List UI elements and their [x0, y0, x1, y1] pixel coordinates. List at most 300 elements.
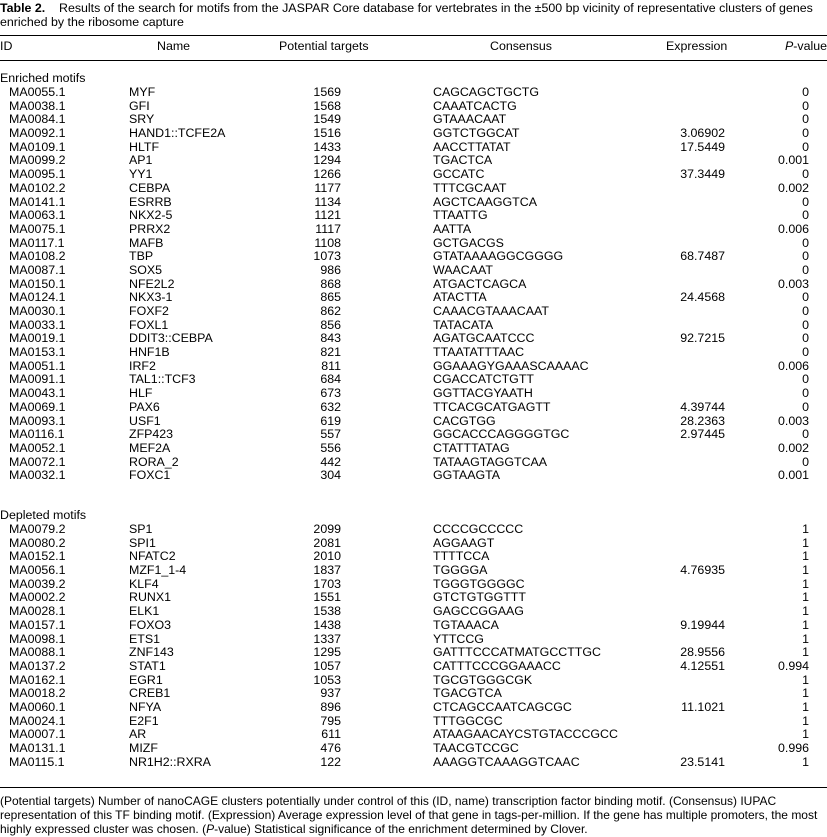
p-value-cell: 0 — [802, 427, 809, 442]
consensus-cell: CAAATCACTG — [433, 98, 517, 113]
table-row — [0, 742, 827, 756]
p-value-cell: 0.006 — [777, 221, 809, 236]
motif-id-cell: MA0108.2 — [9, 249, 66, 264]
table-row — [0, 537, 827, 551]
motif-id-cell: MA0162.1 — [9, 672, 66, 687]
p-value-cell: 0 — [802, 98, 809, 113]
motif-name-cell: MAFB — [129, 235, 164, 250]
expression-cell: 9.19944 — [680, 617, 725, 632]
motif-name-cell: NFATC2 — [129, 549, 176, 564]
motif-id-cell: MA0115.1 — [9, 754, 65, 769]
table-row — [0, 687, 827, 701]
table-row — [0, 646, 827, 660]
motif-id-cell: MA0043.1 — [9, 386, 66, 401]
motif-id-cell: MA0060.1 — [9, 699, 66, 714]
table-row — [0, 291, 827, 305]
header-targets: Potential targets — [279, 39, 369, 53]
motif-name-cell: TAL1::TCF3 — [129, 372, 196, 387]
table-row — [0, 182, 827, 196]
motif-id-cell: MA0056.1 — [9, 563, 66, 578]
table-row — [0, 127, 827, 141]
consensus-cell: CCCCGCCCCC — [433, 522, 524, 536]
potential-targets-cell: 1551 — [313, 590, 341, 605]
motif-id-cell: MA0098.1 — [9, 631, 66, 646]
foot-targets-label: (Potential targets) — [0, 794, 95, 808]
expression-cell: 4.39744 — [680, 399, 725, 414]
table-row — [0, 401, 827, 415]
expression-cell: 92.7215 — [680, 331, 725, 346]
consensus-cell: TGACTCA — [433, 153, 493, 168]
table-row — [0, 605, 827, 619]
motif-id-cell: MA0038.1 — [9, 98, 66, 113]
header-consensus: Consensus — [490, 39, 552, 53]
potential-targets-cell: 1568 — [313, 98, 341, 113]
motif-name-cell: ESRRB — [129, 194, 172, 209]
foot-pvalue-open: ( — [202, 822, 207, 836]
motif-name-cell: RUNX1 — [129, 590, 171, 605]
p-value-cell: 0 — [802, 331, 809, 346]
p-value-cell: 0 — [802, 194, 809, 209]
consensus-cell: CGACCATCTGTT — [433, 372, 534, 387]
table-row — [0, 278, 827, 292]
motif-name-cell: AR — [129, 727, 147, 742]
potential-targets-cell: 2099 — [313, 522, 341, 536]
p-value-cell: 0 — [802, 262, 809, 277]
motif-name-cell: MEF2A — [129, 440, 171, 455]
motif-id-cell: MA0033.1 — [9, 317, 66, 332]
p-value-cell: 0.003 — [777, 276, 809, 291]
consensus-cell: GGTTACGYAATH — [433, 386, 533, 401]
motif-id-cell: MA0150.1 — [9, 276, 66, 291]
potential-targets-cell: 684 — [320, 372, 341, 387]
motif-id-cell: MA0095.1 — [9, 167, 66, 182]
consensus-cell: CTATTTATAG — [433, 440, 510, 455]
p-value-cell: 0 — [802, 85, 809, 99]
p-value-cell: 1 — [802, 549, 809, 564]
p-value-cell: 0.996 — [777, 741, 809, 755]
foot-expression-label: (Expression) — [207, 808, 276, 822]
expression-cell: 4.12551 — [680, 658, 725, 673]
consensus-cell: GAGCCGGAAG — [433, 604, 524, 619]
potential-targets-cell: 1433 — [313, 139, 341, 154]
table-caption — [0, 1, 824, 29]
consensus-cell: WAACAAT — [433, 262, 493, 277]
p-value-cell: 0.003 — [777, 413, 809, 428]
p-value-cell: 0 — [802, 290, 809, 305]
table-row — [0, 250, 827, 264]
motif-name-cell: HAND1::TCFE2A — [129, 126, 226, 141]
motif-name-cell: MIZF — [129, 741, 158, 755]
motif-id-cell: MA0030.1 — [9, 304, 66, 318]
motif-name-cell: ZFP423 — [129, 427, 174, 442]
potential-targets-cell: 811 — [321, 358, 341, 373]
motif-name-cell: SP1 — [129, 522, 153, 536]
p-value-cell: 1 — [802, 686, 809, 701]
consensus-cell: TTAATTG — [433, 208, 488, 223]
p-value-cell: 0.002 — [777, 180, 809, 195]
potential-targets-cell: 1703 — [313, 576, 341, 591]
motif-name-cell: SRY — [129, 112, 155, 127]
consensus-cell: ATACTTA — [433, 290, 487, 305]
consensus-cell: TGCGTGGGCGK — [433, 672, 533, 687]
p-value-cell: 1 — [802, 727, 809, 742]
p-value-cell: 1 — [802, 604, 809, 619]
potential-targets-cell: 1295 — [313, 645, 341, 660]
table-row — [0, 550, 827, 564]
motif-name-cell: PRRX2 — [129, 221, 171, 236]
p-value-cell: 0 — [802, 372, 809, 387]
potential-targets-cell: 1569 — [313, 85, 341, 99]
expression-cell: 28.2363 — [680, 413, 725, 428]
header-id: ID — [0, 39, 13, 53]
potential-targets-cell: 856 — [320, 317, 341, 332]
potential-targets-cell: 1438 — [313, 617, 341, 632]
foot-consensus-text: IUPAC representation of this TF binding motif. — [0, 794, 777, 822]
table-row — [0, 564, 827, 578]
consensus-cell: TATACATA — [433, 317, 494, 332]
p-value-cell: 0 — [802, 235, 809, 250]
table-row — [0, 141, 827, 155]
table-footnote — [0, 794, 824, 836]
p-value-cell: 1 — [802, 699, 809, 714]
potential-targets-cell: 1549 — [313, 112, 341, 127]
p-value-cell: 1 — [802, 631, 809, 646]
motif-id-cell: MA0109.1 — [9, 139, 66, 154]
potential-targets-cell: 1294 — [313, 153, 341, 168]
consensus-cell: GGCACCCAGGGGTGC — [433, 427, 570, 442]
consensus-cell: ATGACTCAGCA — [433, 276, 527, 291]
motif-name-cell: RORA_2 — [129, 454, 179, 469]
motif-id-cell: MA0018.2 — [9, 686, 66, 701]
expression-cell: 17.5449 — [680, 139, 725, 154]
potential-targets-cell: 1516 — [313, 126, 341, 141]
consensus-cell: TTTCGCAAT — [433, 180, 507, 195]
motif-name-cell: SPI1 — [129, 535, 156, 550]
potential-targets-cell: 557 — [320, 427, 341, 442]
p-value-cell: 0 — [802, 208, 809, 223]
expression-cell: 37.3449 — [680, 167, 725, 182]
expression-cell: 28.9556 — [680, 645, 725, 660]
header-pvalue: P-value — [784, 39, 827, 53]
potential-targets-cell: 896 — [320, 699, 341, 714]
motif-name-cell: STAT1 — [129, 658, 166, 673]
table-row — [0, 674, 827, 688]
consensus-cell: GCTGACGS — [433, 235, 504, 250]
motif-name-cell: NKX2-5 — [129, 208, 173, 223]
motif-id-cell: MA0032.1 — [9, 468, 66, 483]
table-row — [0, 578, 827, 592]
potential-targets-cell: 304 — [320, 468, 341, 483]
consensus-cell: CAAACGTAAACAAT — [433, 304, 549, 318]
motif-id-cell: MA0007.1 — [9, 727, 66, 742]
p-value-cell: 0.006 — [777, 358, 809, 373]
p-value-cell: 1 — [802, 590, 809, 605]
consensus-cell: AGGAAGT — [433, 535, 495, 550]
foot-pvalue-italic: P — [206, 822, 215, 836]
motif-id-cell: MA0153.1 — [9, 345, 66, 360]
motif-name-cell: HLTF — [129, 139, 160, 154]
motif-name-cell: MYF — [129, 85, 156, 99]
motif-name-cell: DDIT3::CEBPA — [129, 331, 213, 346]
p-value-cell: 0 — [802, 139, 809, 154]
consensus-cell: CATTTCCCGGAAACC — [433, 658, 561, 673]
motif-id-cell: MA0051.1 — [9, 358, 66, 373]
consensus-cell: GGAAAGYGAAASCAAAAC — [433, 358, 589, 373]
table-row — [0, 701, 827, 715]
table-row — [0, 264, 827, 278]
p-value-cell: 0 — [802, 112, 809, 127]
motif-id-cell: MA0092.1 — [9, 126, 66, 141]
potential-targets-cell: 1108 — [314, 235, 341, 250]
motif-id-cell: MA0099.2 — [9, 153, 66, 168]
motif-name-cell: MZF1_1-4 — [129, 563, 187, 578]
motif-name-cell: NKX3-1 — [129, 290, 173, 305]
table-row — [0, 442, 827, 456]
motif-name-cell: AP1 — [129, 153, 153, 168]
consensus-cell: AGCTCAAGGTCA — [433, 194, 537, 209]
p-value-cell: 0 — [802, 454, 809, 469]
table-row — [0, 86, 827, 100]
motif-name-cell: E2F1 — [129, 713, 159, 728]
table-row — [0, 469, 827, 483]
table-row — [0, 305, 827, 319]
p-value-cell: 0 — [802, 399, 809, 414]
motif-name-cell: USF1 — [129, 413, 161, 428]
expression-cell: 24.4568 — [680, 290, 725, 305]
potential-targets-cell: 1053 — [313, 672, 341, 687]
motif-id-cell: MA0117.1 — [9, 235, 65, 250]
motif-name-cell: CEBPA — [129, 180, 171, 195]
motif-id-cell: MA0072.1 — [9, 454, 66, 469]
motif-name-cell: NR1H2::RXRA — [129, 754, 211, 769]
table-row — [0, 728, 827, 742]
table-row — [0, 223, 827, 237]
motif-id-cell: MA0075.1 — [9, 221, 66, 236]
p-value-cell: 0.994 — [777, 658, 809, 673]
motif-name-cell: ZNF143 — [129, 645, 174, 660]
potential-targets-cell: 611 — [321, 727, 341, 742]
table-row — [0, 154, 827, 168]
potential-targets-cell: 937 — [320, 686, 341, 701]
consensus-cell: AACCTTATAT — [433, 139, 511, 154]
p-value-cell: 1 — [802, 672, 809, 687]
consensus-cell: TGTAAACA — [433, 617, 499, 632]
expression-cell: 4.76935 — [680, 563, 725, 578]
consensus-cell: TGGGGA — [433, 563, 488, 578]
enriched-section-title: Enriched motifs — [0, 71, 86, 85]
motif-name-cell: EGR1 — [129, 672, 163, 687]
expression-cell: 11.1021 — [681, 699, 725, 714]
table-row — [0, 332, 827, 346]
consensus-cell: AGATGCAATCCC — [433, 331, 535, 346]
consensus-cell: GTAAACAAT — [433, 112, 507, 127]
table-row — [0, 715, 827, 729]
motif-name-cell: FOXF2 — [129, 304, 169, 318]
motif-id-cell: MA0063.1 — [9, 208, 66, 223]
table-row — [0, 196, 827, 210]
consensus-cell: TTAATATTTAAC — [433, 345, 525, 360]
table-row — [0, 387, 827, 401]
motif-name-cell: ELK1 — [129, 604, 160, 619]
expression-cell: 68.7487 — [680, 249, 725, 264]
potential-targets-cell: 1538 — [313, 604, 341, 619]
p-value-cell: 1 — [802, 754, 809, 769]
motif-id-cell: MA0079.2 — [9, 522, 66, 536]
motif-id-cell: MA0091.1 — [9, 372, 66, 387]
p-value-cell: 0.001 — [777, 468, 809, 483]
motif-name-cell: HNF1B — [129, 345, 170, 360]
expression-cell: 3.06902 — [680, 126, 725, 141]
potential-targets-cell: 632 — [320, 399, 341, 414]
motif-id-cell: MA0093.1 — [9, 413, 66, 428]
consensus-cell: GTCTGTGGTTT — [433, 590, 526, 605]
p-value-cell: 1 — [802, 617, 809, 632]
table-row — [0, 415, 827, 429]
p-value-cell: 1 — [802, 522, 809, 536]
table-row — [0, 346, 827, 360]
potential-targets-cell: 1057 — [313, 658, 341, 673]
potential-targets-cell: 1117 — [315, 221, 341, 236]
motif-id-cell: MA0002.2 — [9, 590, 66, 605]
consensus-cell: TATAAGTAGGTCAA — [433, 454, 548, 469]
top-rule — [0, 35, 827, 36]
potential-targets-cell: 821 — [320, 345, 341, 360]
motif-name-cell: NFYA — [129, 699, 162, 714]
motif-id-cell: MA0141.1 — [9, 194, 66, 209]
potential-targets-cell: 442 — [320, 454, 341, 469]
table-row — [0, 168, 827, 182]
consensus-cell: TGGGTGGGGC — [433, 576, 525, 591]
motif-name-cell: GFI — [129, 98, 150, 113]
potential-targets-cell: 122 — [320, 754, 341, 769]
p-value-cell: 0 — [802, 126, 809, 141]
consensus-cell: AAAGGTCAAAGGTCAAC — [433, 754, 580, 769]
potential-targets-cell: 986 — [320, 262, 341, 277]
depleted-rows — [0, 523, 827, 769]
table-row — [0, 456, 827, 470]
consensus-cell: CACGTGG — [433, 413, 496, 428]
consensus-cell: GATTTCCCATMATGCCTTGC — [433, 645, 601, 660]
motif-name-cell: YY1 — [129, 167, 153, 182]
potential-targets-cell: 1073 — [313, 249, 341, 264]
p-value-cell: 0.002 — [777, 440, 809, 455]
motif-id-cell: MA0024.1 — [9, 713, 66, 728]
motif-id-cell: MA0131.1 — [9, 741, 66, 755]
potential-targets-cell: 556 — [320, 440, 341, 455]
motif-id-cell: MA0152.1 — [9, 549, 66, 564]
potential-targets-cell: 1121 — [314, 208, 341, 223]
motif-name-cell: PAX6 — [129, 399, 160, 414]
motif-id-cell: MA0157.1 — [9, 617, 66, 632]
table-row — [0, 209, 827, 223]
table-row — [0, 756, 827, 770]
bottom-rule — [0, 787, 827, 788]
header-expression: Expression — [666, 39, 728, 53]
p-value-cell: 1 — [802, 713, 809, 728]
table-row — [0, 113, 827, 127]
motif-name-cell: TBP — [129, 249, 154, 264]
table-row — [0, 428, 827, 442]
consensus-cell: GGTAAGTA — [433, 468, 501, 483]
motif-name-cell: CREB1 — [129, 686, 171, 701]
table-row — [0, 660, 827, 674]
motif-id-cell: MA0137.2 — [9, 658, 66, 673]
motif-id-cell: MA0019.1 — [9, 331, 66, 346]
consensus-cell: AATTA — [433, 221, 472, 236]
potential-targets-cell: 2081 — [313, 535, 341, 550]
depleted-section-title: Depleted motifs — [0, 508, 87, 522]
consensus-cell: GCCATC — [433, 167, 485, 182]
consensus-cell: ATAAGAACAYCSTGTACCCGCC — [433, 727, 618, 742]
header-rule — [0, 60, 827, 61]
motif-name-cell: KLF4 — [129, 576, 159, 591]
motif-id-cell: MA0052.1 — [9, 440, 66, 455]
consensus-cell: TTTGGCGC — [433, 713, 503, 728]
motif-name-cell: HLF — [129, 386, 153, 401]
motif-id-cell: MA0069.1 — [9, 399, 66, 414]
consensus-cell: GTATAAAAGGCGGGG — [433, 249, 564, 264]
p-value-cell: 0 — [802, 304, 809, 318]
p-value-cell: 1 — [802, 563, 809, 578]
table-row — [0, 633, 827, 647]
caption-text: Results of the search for motifs from the JASPAR Core database for vertebrates in the ±500 bp vicinity of representative clusters of genes enriched by the ribosome capture — [0, 1, 813, 29]
enriched-rows — [0, 86, 827, 483]
consensus-cell: TTCACGCATGAGTT — [433, 399, 551, 414]
p-value-cell: 0 — [802, 386, 809, 401]
potential-targets-cell: 843 — [320, 331, 341, 346]
potential-targets-cell: 1177 — [314, 180, 341, 195]
consensus-cell: YTTCCG — [433, 631, 484, 646]
expression-cell: 23.5141 — [680, 754, 725, 769]
motif-name-cell: NFE2L2 — [129, 276, 175, 291]
potential-targets-cell: 865 — [320, 290, 341, 305]
expression-cell: 2.97445 — [680, 427, 725, 442]
motif-name-cell: SOX5 — [129, 262, 163, 277]
p-value-cell: 0 — [802, 249, 809, 264]
table-row — [0, 100, 827, 114]
potential-targets-cell: 1266 — [313, 167, 341, 182]
foot-pvalue-text: Statistical significance of the enrichment determined by Clover. — [250, 822, 588, 836]
potential-targets-cell: 619 — [320, 413, 341, 428]
consensus-cell: GGTCTGGCAT — [433, 126, 520, 141]
potential-targets-cell: 1837 — [313, 563, 341, 578]
foot-expression-text: Average expression level of that gene in tags-per-million. If the gene has multiple promoters, the most highly expressed cluster was chosen. — [0, 808, 818, 836]
table-row — [0, 619, 827, 633]
motif-id-cell: MA0080.2 — [9, 535, 66, 550]
foot-pvalue-close: -value) — [214, 822, 251, 836]
motif-id-cell: MA0088.1 — [9, 645, 66, 660]
motif-id-cell: MA0084.1 — [9, 112, 66, 127]
foot-consensus-label: (Consensus) — [668, 794, 738, 808]
motif-id-cell: MA0102.2 — [9, 180, 66, 195]
p-value-cell: 1 — [802, 576, 809, 591]
motif-name-cell: IRF2 — [129, 358, 156, 373]
table-row — [0, 373, 827, 387]
consensus-cell: CAGCAGCTGCTG — [433, 85, 540, 99]
motif-id-cell: MA0028.1 — [9, 604, 66, 619]
foot-targets-text: Number of nanoCAGE clusters potentially under control of this (ID, name) transcription factor binding motif. — [94, 794, 669, 808]
consensus-cell: TTTTCCA — [433, 549, 490, 564]
p-value-cell: 0.001 — [777, 153, 809, 168]
potential-targets-cell: 795 — [320, 713, 341, 728]
motif-name-cell: ETS1 — [129, 631, 160, 646]
p-value-cell: 0 — [802, 167, 809, 182]
caption-label: Table 2. — [0, 1, 46, 15]
consensus-cell: CTCAGCCAATCAGCGC — [433, 699, 572, 714]
motif-id-cell: MA0087.1 — [9, 262, 66, 277]
consensus-cell: TGACGTCA — [433, 686, 502, 701]
potential-targets-cell: 476 — [320, 741, 341, 755]
